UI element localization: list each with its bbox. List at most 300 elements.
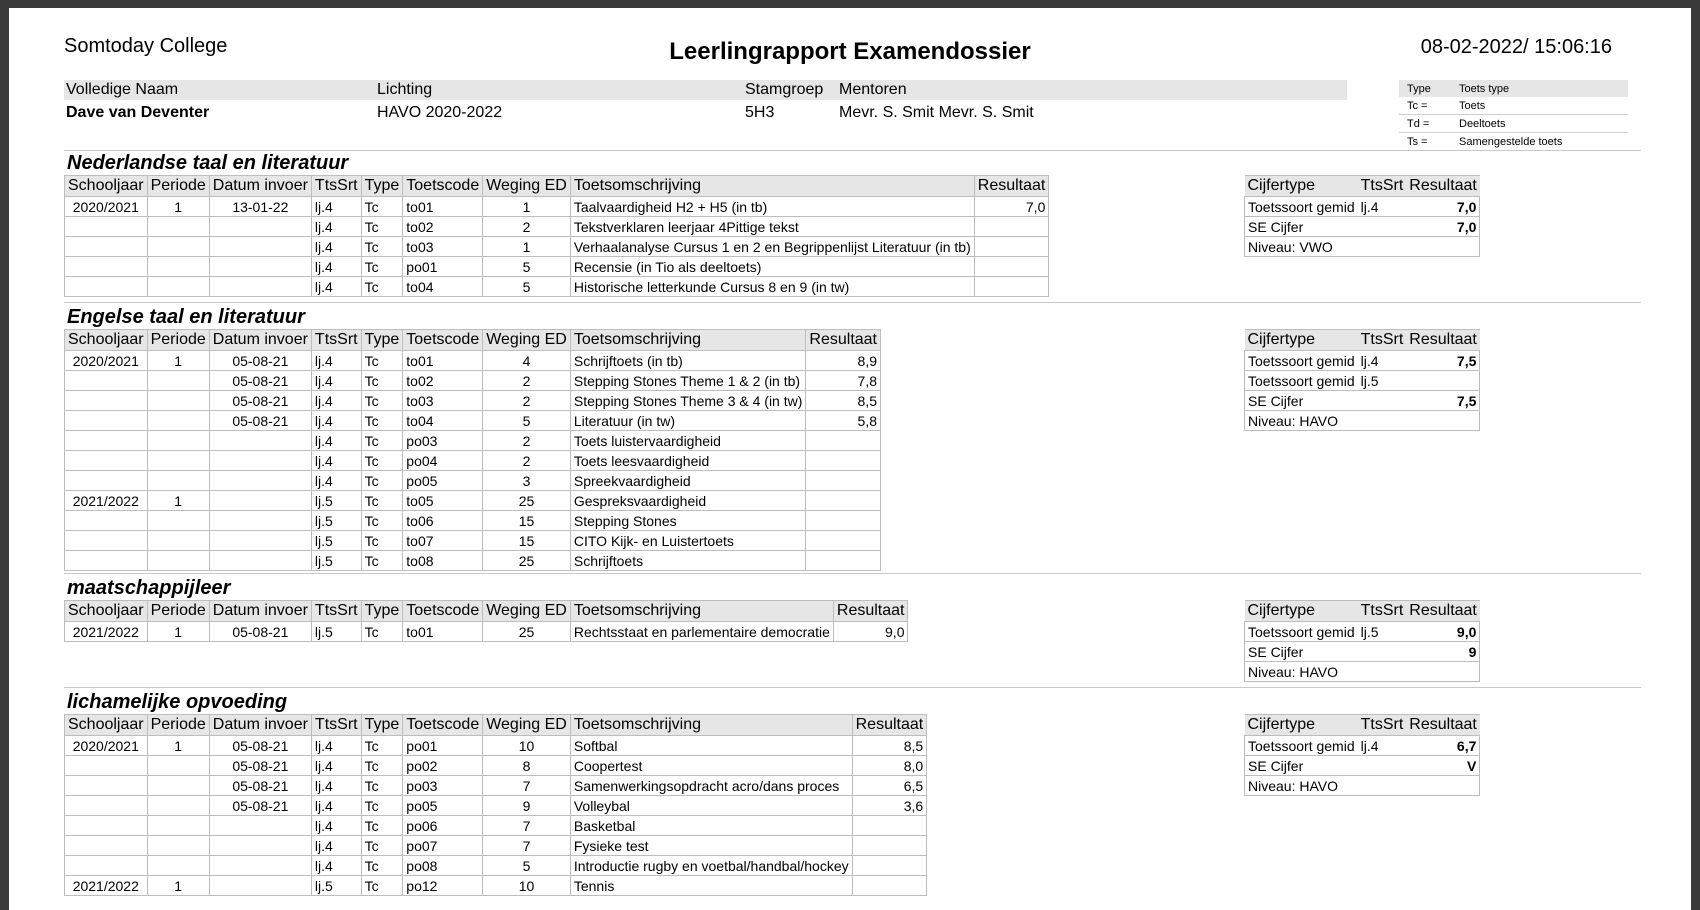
table-cell: 1: [147, 736, 209, 756]
table-cell: po12: [403, 876, 483, 896]
table-cell: Tc: [361, 197, 403, 217]
table-cell: 1: [483, 197, 571, 217]
table-cell: [806, 451, 881, 471]
table-row: [65, 491, 881, 511]
table-cell: 13-01-22: [209, 197, 311, 217]
table-cell: [209, 217, 311, 237]
table-cell: 2: [483, 451, 571, 471]
summary-cell: 7,5: [1406, 351, 1480, 371]
table-cell: po01: [403, 257, 483, 277]
summary-cell: Toetssoort gemid: [1245, 622, 1358, 642]
summary-table: [1244, 600, 1480, 682]
summary-cell: Toetssoort gemid: [1245, 351, 1358, 371]
table-cell: Volleybal: [570, 796, 852, 816]
table-cell: Introductie rugby en voetbal/handbal/hockey: [570, 856, 852, 876]
summary-cell: SE Cijfer: [1245, 642, 1358, 662]
summary-cell: 7,5: [1406, 391, 1480, 411]
table-cell: 05-08-21: [209, 756, 311, 776]
summary-cell: [1406, 371, 1480, 391]
table-cell: Tc: [361, 736, 403, 756]
table-cell: 8,9: [806, 351, 881, 371]
table-cell: 3: [483, 471, 571, 491]
table-cell: 2: [483, 371, 571, 391]
table-cell: [147, 796, 209, 816]
table-row: [65, 622, 908, 642]
table-cell: [147, 816, 209, 836]
summary-row: [1245, 662, 1480, 682]
table-cell: [65, 816, 148, 836]
subject-title: maatschappijleer: [67, 577, 231, 599]
summary-cell: 9,0: [1406, 622, 1480, 642]
table-cell: 10: [483, 876, 571, 896]
table-cell: Tc: [361, 531, 403, 551]
column-header: Schooljaar: [65, 715, 148, 736]
column-header: Weging ED: [483, 715, 571, 736]
table-cell: 05-08-21: [209, 776, 311, 796]
summary-cell: Toetssoort gemid: [1245, 736, 1358, 756]
summary-cell: 9: [1406, 642, 1480, 662]
column-header: Schooljaar: [65, 330, 148, 351]
table-cell: [147, 756, 209, 776]
subject-section: [64, 576, 1477, 680]
summary-row: [1245, 391, 1480, 411]
table-cell: lj.4: [311, 411, 361, 431]
table-row: [65, 237, 1049, 257]
summary-cell: lj.4: [1358, 197, 1407, 217]
table-cell: po08: [403, 856, 483, 876]
column-header: Type: [361, 330, 403, 351]
table-cell: 5,8: [806, 411, 881, 431]
column-header: Toetscode: [403, 176, 483, 197]
table-cell: Tc: [361, 511, 403, 531]
table-cell: 15: [483, 511, 571, 531]
table-cell: Toets luistervaardigheid: [570, 431, 806, 451]
summary-row: [1245, 411, 1480, 431]
table-cell: Tc: [361, 491, 403, 511]
table-cell: Tc: [361, 277, 403, 297]
table-cell: [65, 431, 148, 451]
table-cell: lj.5: [311, 511, 361, 531]
table-cell: [147, 511, 209, 531]
table-cell: 2020/2021: [65, 736, 148, 756]
table-cell: po02: [403, 756, 483, 776]
summary-cell: [1358, 217, 1407, 237]
table-cell: [147, 451, 209, 471]
section-divider: [64, 302, 1641, 303]
table-cell: 10: [483, 736, 571, 756]
table-cell: Tc: [361, 371, 403, 391]
student-cohort: HAVO 2020-2022: [377, 104, 503, 121]
table-cell: Tc: [361, 551, 403, 571]
summary-column-header: TtsSrt: [1358, 176, 1407, 197]
summary-row: [1245, 736, 1480, 756]
table-cell: lj.4: [311, 237, 361, 257]
cohort-label: Lichting: [377, 81, 433, 98]
table-cell: lj.5: [311, 622, 361, 642]
table-cell: Recensie (in Tio als deeltoets): [570, 257, 974, 277]
table-cell: [65, 451, 148, 471]
table-cell: 5: [483, 257, 571, 277]
summary-row: [1245, 237, 1480, 257]
summary-cell: [1358, 662, 1407, 682]
table-cell: [852, 816, 927, 836]
summary-cell: SE Cijfer: [1245, 391, 1358, 411]
table-cell: Schrijftoets: [570, 551, 806, 571]
table-cell: [147, 836, 209, 856]
table-cell: [974, 237, 1049, 257]
column-header: Weging ED: [483, 176, 571, 197]
summary-column-header: Cijfertype: [1245, 601, 1358, 622]
table-cell: Tc: [361, 796, 403, 816]
subject-title: Engelse taal en literatuur: [67, 306, 305, 328]
table-cell: lj.4: [311, 736, 361, 756]
table-cell: Verhaalanalyse Cursus 1 en 2 en Begrippenlijst Literatuur (in tb): [570, 237, 974, 257]
table-cell: Fysieke test: [570, 836, 852, 856]
summary-row: [1245, 776, 1480, 796]
summary-row: [1245, 197, 1480, 217]
table-cell: to06: [403, 511, 483, 531]
table-cell: 2021/2022: [65, 876, 148, 896]
table-cell: 05-08-21: [209, 622, 311, 642]
table-cell: 2020/2021: [65, 351, 148, 371]
table-cell: 05-08-21: [209, 391, 311, 411]
table-row: [65, 371, 881, 391]
summary-row: [1245, 371, 1480, 391]
table-cell: [147, 551, 209, 571]
table-cell: [974, 277, 1049, 297]
report-title: Leerlingrapport Examendossier: [669, 38, 1031, 65]
mentor-label: Mentoren: [839, 81, 907, 98]
table-cell: lj.4: [311, 371, 361, 391]
summary-cell: [1358, 642, 1407, 662]
table-row: [65, 411, 881, 431]
table-cell: Tc: [361, 816, 403, 836]
table-cell: [65, 277, 148, 297]
table-cell: [147, 257, 209, 277]
table-cell: to01: [403, 351, 483, 371]
table-cell: lj.4: [311, 836, 361, 856]
summary-cell: lj.4: [1358, 351, 1407, 371]
table-cell: [65, 856, 148, 876]
column-header: Toetscode: [403, 330, 483, 351]
table-row: [65, 391, 881, 411]
table-cell: [852, 856, 927, 876]
summary-cell: [1358, 237, 1407, 257]
table-row: [65, 736, 927, 756]
summary-column-header: Cijfertype: [1245, 176, 1358, 197]
table-cell: Spreekvaardigheid: [570, 471, 806, 491]
table-cell: [974, 217, 1049, 237]
student-group: 5H3: [745, 104, 775, 121]
summary-cell: 7,0: [1406, 197, 1480, 217]
table-cell: [65, 511, 148, 531]
table-cell: Tc: [361, 451, 403, 471]
table-cell: 15: [483, 531, 571, 551]
table-cell: [209, 531, 311, 551]
table-cell: po05: [403, 471, 483, 491]
legend-row: Td = Deeltoets: [1399, 115, 1628, 133]
table-cell: [209, 277, 311, 297]
table-cell: po03: [403, 776, 483, 796]
table-cell: [209, 836, 311, 856]
table-cell: Tc: [361, 776, 403, 796]
table-cell: [65, 471, 148, 491]
table-cell: 8,0: [852, 756, 927, 776]
table-cell: 05-08-21: [209, 796, 311, 816]
table-cell: 7,0: [974, 197, 1049, 217]
table-cell: [65, 237, 148, 257]
table-cell: 05-08-21: [209, 351, 311, 371]
column-header: Resultaat: [974, 176, 1049, 197]
table-cell: Tc: [361, 471, 403, 491]
table-cell: [806, 511, 881, 531]
column-header: Resultaat: [833, 601, 908, 622]
table-cell: lj.4: [311, 471, 361, 491]
table-cell: [147, 471, 209, 491]
table-cell: Stepping Stones Theme 1 & 2 (in tb): [570, 371, 806, 391]
table-cell: [209, 237, 311, 257]
table-row: [65, 756, 927, 776]
summary-cell: [1358, 391, 1407, 411]
summary-cell: Toetssoort gemid: [1245, 197, 1358, 217]
table-cell: [209, 451, 311, 471]
table-cell: lj.5: [311, 491, 361, 511]
table-cell: lj.4: [311, 776, 361, 796]
table-cell: Tc: [361, 237, 403, 257]
table-cell: to03: [403, 237, 483, 257]
table-cell: lj.4: [311, 257, 361, 277]
table-cell: Toets leesvaardigheid: [570, 451, 806, 471]
table-cell: 7: [483, 816, 571, 836]
table-cell: po01: [403, 736, 483, 756]
table-cell: 05-08-21: [209, 371, 311, 391]
table-row: [65, 776, 927, 796]
table-cell: Rechtsstaat en parlementaire democratie: [570, 622, 833, 642]
report-page: [9, 8, 1691, 910]
table-cell: [806, 471, 881, 491]
table-cell: [65, 411, 148, 431]
table-cell: Taalvaardigheid H2 + H5 (in tb): [570, 197, 974, 217]
table-cell: to02: [403, 217, 483, 237]
column-header: TtsSrt: [311, 176, 361, 197]
table-cell: 25: [483, 551, 571, 571]
table-row: [65, 471, 881, 491]
summary-column-header: TtsSrt: [1358, 330, 1407, 351]
table-cell: to02: [403, 371, 483, 391]
table-cell: Tc: [361, 411, 403, 431]
type-legend: [1399, 80, 1628, 151]
summary-row: [1245, 642, 1480, 662]
table-cell: [974, 257, 1049, 277]
table-cell: [147, 391, 209, 411]
column-header: Periode: [147, 601, 209, 622]
summary-column-header: TtsSrt: [1358, 715, 1407, 736]
column-header: Resultaat: [852, 715, 927, 736]
table-cell: [806, 491, 881, 511]
column-header: Datum invoer: [209, 715, 311, 736]
table-cell: 1: [147, 197, 209, 217]
table-cell: [147, 431, 209, 451]
table-cell: Samenwerkingsopdracht acro/dans proces: [570, 776, 852, 796]
summary-row: [1245, 217, 1480, 237]
table-cell: Tc: [361, 351, 403, 371]
table-row: [65, 451, 881, 471]
table-cell: 2021/2022: [65, 491, 148, 511]
summary-cell: Niveau: HAVO: [1245, 411, 1358, 431]
table-cell: lj.4: [311, 756, 361, 776]
table-cell: lj.4: [311, 431, 361, 451]
table-cell: lj.4: [311, 451, 361, 471]
table-cell: lj.4: [311, 796, 361, 816]
section-divider: [64, 687, 1641, 688]
table-cell: 5: [483, 411, 571, 431]
table-cell: 2: [483, 217, 571, 237]
table-cell: po05: [403, 796, 483, 816]
table-cell: [209, 856, 311, 876]
column-header: TtsSrt: [311, 601, 361, 622]
table-cell: [147, 237, 209, 257]
table-cell: to03: [403, 391, 483, 411]
summary-cell: lj.5: [1358, 622, 1407, 642]
legend-row: Ts = Samengestelde toets: [1399, 133, 1628, 151]
summary-cell: Niveau: HAVO: [1245, 662, 1358, 682]
table-cell: 1: [147, 351, 209, 371]
summary-cell: [1358, 776, 1407, 796]
student-name: Dave van Deventer: [66, 104, 210, 121]
table-cell: [806, 551, 881, 571]
table-cell: 7,8: [806, 371, 881, 391]
table-row: [65, 876, 927, 896]
table-cell: Tc: [361, 431, 403, 451]
summary-row: [1245, 351, 1480, 371]
column-header: Weging ED: [483, 601, 571, 622]
section-divider: [64, 573, 1641, 574]
table-cell: [209, 876, 311, 896]
results-table: [64, 329, 881, 571]
table-cell: 6,5: [852, 776, 927, 796]
table-cell: 2: [483, 391, 571, 411]
table-cell: [852, 836, 927, 856]
table-row: [65, 217, 1049, 237]
table-row: [65, 257, 1049, 277]
column-header: Type: [361, 601, 403, 622]
summary-cell: lj.5: [1358, 371, 1407, 391]
table-cell: [147, 411, 209, 431]
table-cell: Gespreksvaardigheid: [570, 491, 806, 511]
summary-column-header: Cijfertype: [1245, 715, 1358, 736]
column-header: Schooljaar: [65, 176, 148, 197]
column-header: TtsSrt: [311, 330, 361, 351]
table-cell: Coopertest: [570, 756, 852, 776]
group-label: Stamgroep: [745, 81, 824, 98]
student-mentors: Mevr. S. Smit Mevr. S. Smit: [839, 104, 1034, 121]
table-cell: lj.4: [311, 816, 361, 836]
subject-title: lichamelijke opvoeding: [67, 691, 288, 713]
results-table: [64, 175, 1049, 297]
table-cell: [209, 816, 311, 836]
column-header: Toetsomschrijving: [570, 330, 806, 351]
column-header: Toetsomschrijving: [570, 601, 833, 622]
table-cell: lj.4: [311, 197, 361, 217]
table-cell: lj.4: [311, 391, 361, 411]
subject-section: [64, 305, 1477, 569]
table-cell: Tc: [361, 622, 403, 642]
subject-title: Nederlandse taal en literatuur: [67, 152, 349, 174]
summary-row: [1245, 756, 1480, 776]
table-cell: lj.4: [311, 277, 361, 297]
table-cell: [65, 836, 148, 856]
table-row: [65, 277, 1049, 297]
table-row: [65, 816, 927, 836]
table-cell: to04: [403, 277, 483, 297]
summary-column-header: Resultaat: [1406, 715, 1480, 736]
table-cell: 1: [483, 237, 571, 257]
table-cell: lj.5: [311, 876, 361, 896]
column-header: Toetscode: [403, 715, 483, 736]
column-header: Toetscode: [403, 601, 483, 622]
legend-header: Type Toets type: [1399, 80, 1628, 97]
column-header: Resultaat: [806, 330, 881, 351]
summary-table: [1244, 329, 1480, 431]
table-cell: Schrijftoets (in tb): [570, 351, 806, 371]
table-cell: Basketbal: [570, 816, 852, 836]
column-header: Periode: [147, 330, 209, 351]
results-table: [64, 714, 927, 896]
table-cell: po03: [403, 431, 483, 451]
table-cell: lj.4: [311, 351, 361, 371]
table-cell: lj.5: [311, 551, 361, 571]
table-cell: 2021/2022: [65, 622, 148, 642]
column-header: Type: [361, 715, 403, 736]
legend-row: Tc = Toets: [1399, 97, 1628, 115]
table-cell: 8: [483, 756, 571, 776]
summary-cell: 6,7: [1406, 736, 1480, 756]
subject-section: [64, 151, 1477, 295]
results-table: [64, 600, 908, 642]
summary-cell: 7,0: [1406, 217, 1480, 237]
school-name: Somtoday College: [64, 35, 228, 57]
summary-cell: [1358, 411, 1407, 431]
table-cell: [209, 471, 311, 491]
table-cell: [209, 511, 311, 531]
table-cell: [65, 371, 148, 391]
table-cell: [806, 431, 881, 451]
table-cell: [209, 431, 311, 451]
table-cell: 5: [483, 277, 571, 297]
column-header: Toetsomschrijving: [570, 715, 852, 736]
table-cell: po06: [403, 816, 483, 836]
table-cell: [65, 531, 148, 551]
summary-cell: [1406, 411, 1480, 431]
table-cell: Tc: [361, 856, 403, 876]
summary-column-header: TtsSrt: [1358, 601, 1407, 622]
table-cell: [209, 491, 311, 511]
table-cell: [147, 856, 209, 876]
table-cell: [852, 876, 927, 896]
table-cell: [209, 257, 311, 277]
table-cell: 05-08-21: [209, 411, 311, 431]
table-row: [65, 431, 881, 451]
table-cell: [65, 391, 148, 411]
table-cell: to01: [403, 622, 483, 642]
table-cell: to07: [403, 531, 483, 551]
column-header: Type: [361, 176, 403, 197]
table-cell: Literatuur (in tw): [570, 411, 806, 431]
table-cell: [147, 277, 209, 297]
summary-column-header: Cijfertype: [1245, 330, 1358, 351]
table-cell: Stepping Stones: [570, 511, 806, 531]
table-cell: to05: [403, 491, 483, 511]
